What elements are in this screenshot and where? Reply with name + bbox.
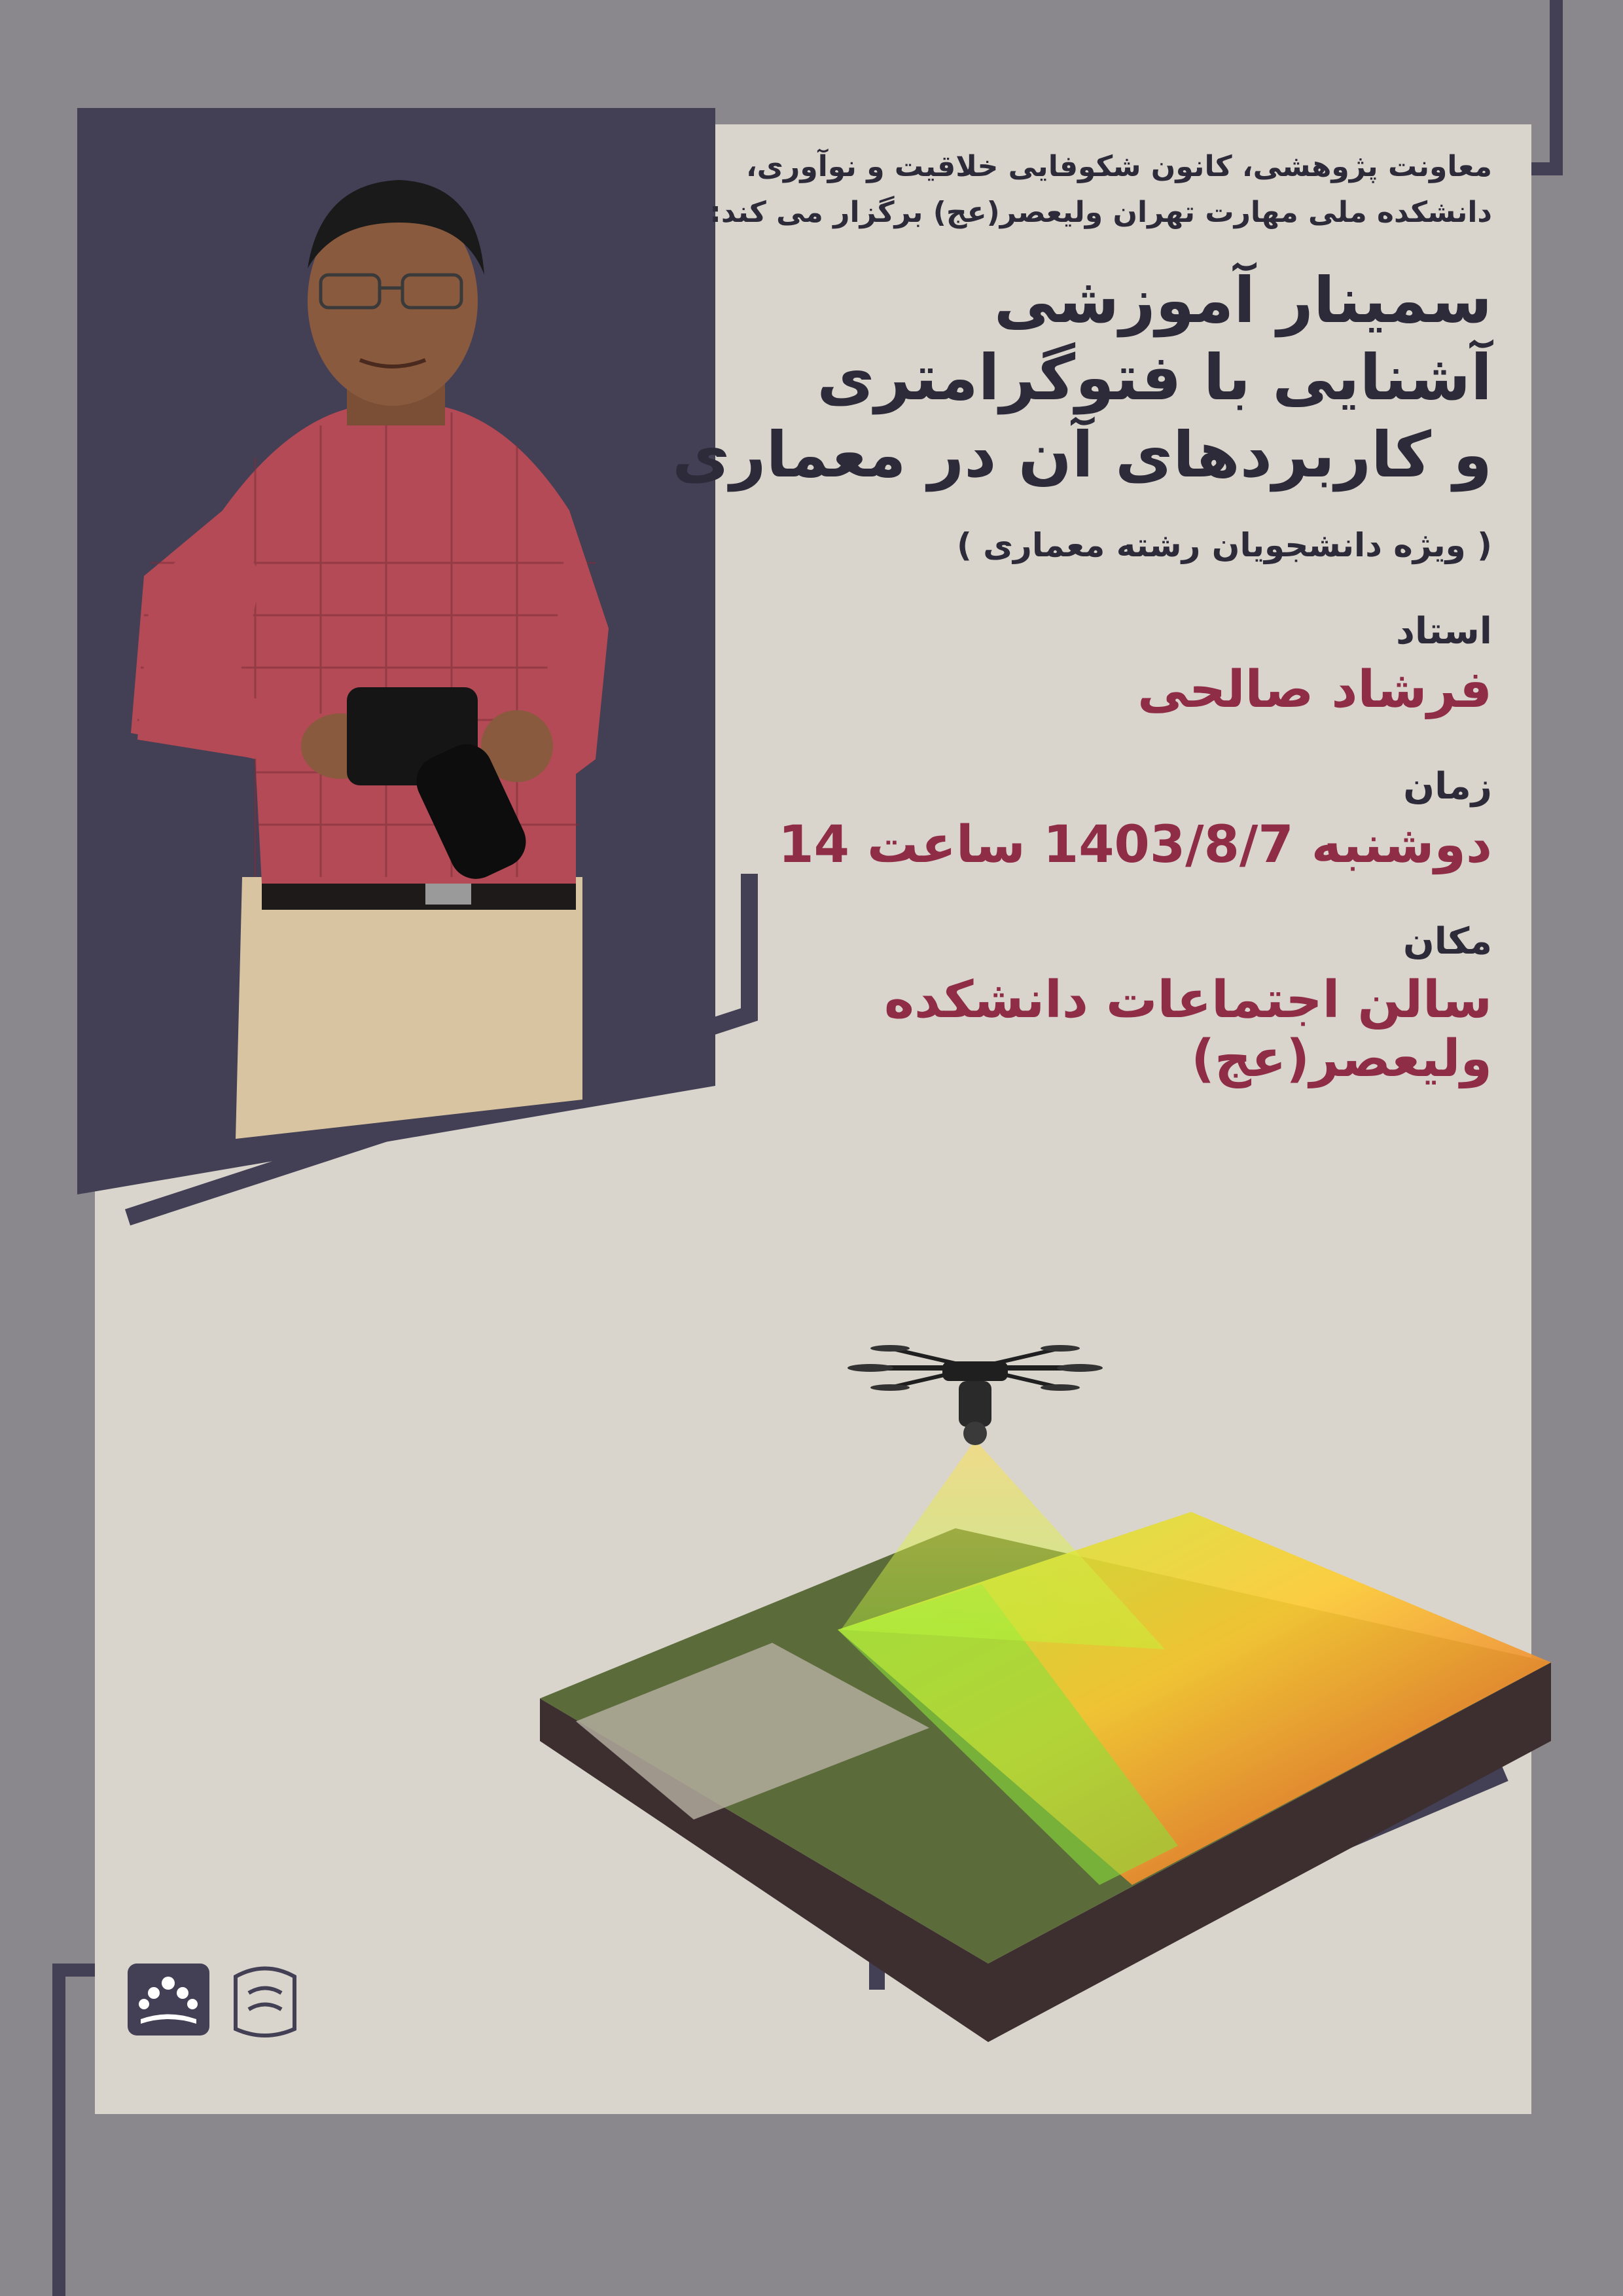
seminar-title — [641, 262, 1492, 493]
place-value: سالن اجتماعات دانشکده ولیعصر(عج) — [884, 971, 1492, 1088]
instructor-label: استاد — [1396, 610, 1492, 653]
frame-line-top-right — [1550, 0, 1563, 175]
place-label: مکان — [1402, 920, 1492, 963]
instructor-name: فرشاد صالحی — [1137, 660, 1492, 719]
organizer-line-2: دانشکده ملی مهارت تهران ولیعصر(عج) برگزار می کند: — [709, 196, 1492, 229]
audience-note: ( ویژه دانشجویان رشته معماری ) — [956, 526, 1492, 564]
frame-line-bottom-left — [52, 1964, 65, 2296]
drone-terrain-illustration — [524, 1322, 1571, 2042]
title-line-2: آشنایی با فتوگرامتری — [817, 341, 1492, 414]
organizer-line-1: معاونت پژوهشی، کانون شکوفایی خلاقیت و نوآوری، — [745, 150, 1492, 183]
title-line-1: سمینار آموزشی — [993, 264, 1492, 337]
drone-icon — [847, 1345, 1103, 1445]
innovation-center-logo — [128, 1964, 209, 2036]
announcement-text — [641, 144, 1492, 1088]
title-line-3: و کاربردهای آن در معماری — [672, 418, 1492, 492]
university-logo — [229, 1964, 301, 2042]
time-value: دوشنبه 1403/8/7 ساعت 14 — [778, 816, 1492, 874]
instructor-photo — [124, 170, 668, 1139]
time-label: زمان — [1403, 765, 1492, 808]
